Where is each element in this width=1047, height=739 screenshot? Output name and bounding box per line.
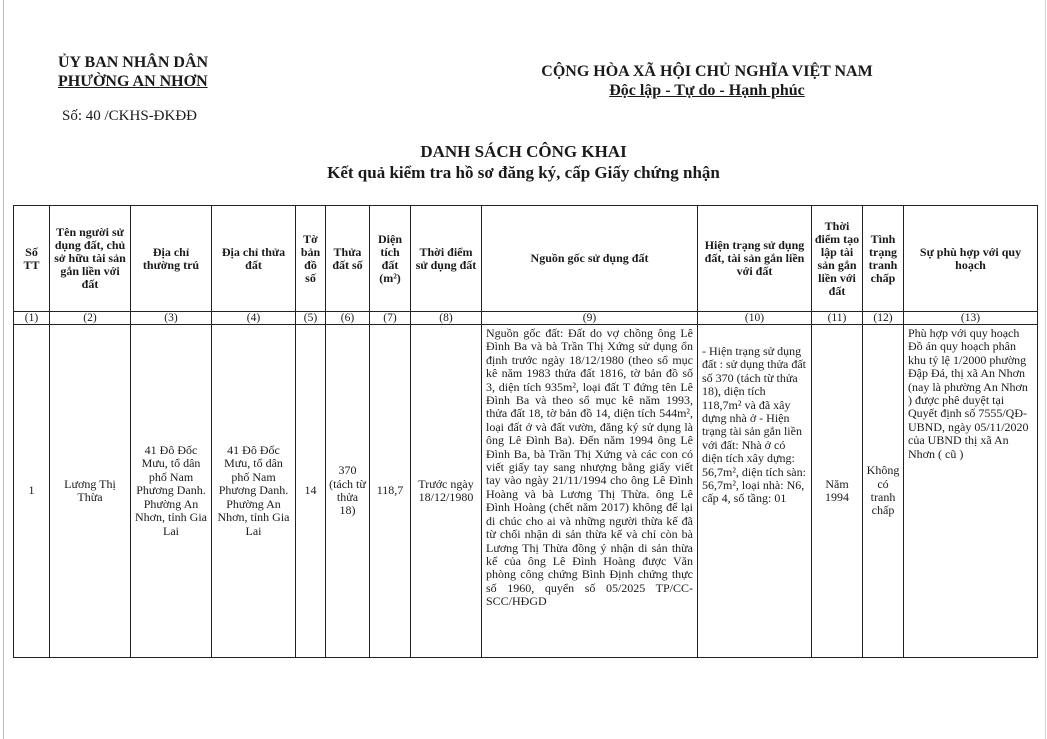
cell-area: 118,7 (370, 325, 411, 658)
cell-status: - Hiện trạng sử dụng đất : sử dụng thửa đất số 370 (tách từ thửa 18), diện tích 118,7m² và đã xây dựng nhà ở - Hiện trạng tài sản gắn liền với đất: Nhà ở có diện tích xây dựng: 56,7m², diện tích sàn: 56,7m², loại nhà: N6, cấp 4, số tầng: 01 (698, 325, 812, 658)
col-header-residence: Địa chỉ thường trú (131, 206, 212, 312)
col-header-origin: Nguồn gốc sử dụng đất (482, 206, 698, 312)
col-header-name: Tên người sử dụng đất, chủ sở hữu tài sản gắn liền với đất (50, 206, 131, 312)
agency-name-line1: ỦY BAN NHÂN DÂN (58, 54, 209, 71)
page-left-edge (3, 0, 4, 739)
col-header-map-sheet: Tờ bản đồ số (296, 206, 326, 312)
col-header-dispute: Tình trạng tranh chấp (863, 206, 904, 312)
col-header-area: Diện tích đất (m²) (370, 206, 411, 312)
col-number: (1) (14, 312, 50, 325)
cell-planning: Phù hợp với quy hoạch Đồ án quy hoạch phân khu tỷ lệ 1/2000 phường Đập Đá, thị xã An Nhơn (nay là phường An Nhơn ) được phê duyệt tại Quyết định số 7555/QĐ-UBND, ngày 05/11/2020 của UBND thị xã An Nhơn ( cũ ) (904, 325, 1038, 658)
cell-dispute: Không có tranh chấp (863, 325, 904, 658)
cell-residence: 41 Đô Đốc Mưu, tổ dân phố Nam Phương Danh. Phường An Nhơn, tỉnh Gia Lai (131, 325, 212, 658)
col-header-parcel-address: Địa chỉ thửa đất (212, 206, 296, 312)
col-header-status: Hiện trạng sử dụng đất, tài sản gắn liền với đất (698, 206, 812, 312)
document-subtitle: Kết quả kiểm tra hồ sơ đăng ký, cấp Giấy chứng nhận (327, 163, 720, 182)
page-right-edge (1045, 0, 1046, 739)
agency-header (58, 53, 208, 91)
col-number: (7) (370, 312, 411, 325)
document-title-block (0, 141, 1047, 183)
table-row (14, 325, 1038, 658)
col-number: (2) (50, 312, 131, 325)
table-header-row (14, 206, 1038, 312)
cell-origin: Nguồn gốc đất: Đất do vợ chồng ông Lê Đình Ba và bà Trần Thị Xứng sử dụng ổn định trước ngày 18/12/1980 (theo sổ mục kê năm 1983 thửa đất 1816, tờ bản đồ số 3, diện tích 935m², loại đất T đứng tên Lê Đình Ba và theo sổ mục kê năm 1993, thửa đất 18, tờ bản đồ 14, diện tích 544m², loại đất ở và đất vườn, đăng ký sử dụng là ông Lê Đình Ba). Đến năm 1994 ông Lê Đình Ba, bà Trần Thị Xứng và các con có viết giấy tay sang nhượng bằng giấy viết tay vào ngày 21/11/1994 cho ông Lê Đình Hoàng và bà Lương Thị Thừa. ông Lê Đình Hoàng (chết năm 2017) không để lại di chúc cho ai và những người thừa kế đã từ chối nhận di sản thừa kế và chỉ còn bà Lương Thị Thừa đồng ý nhận di sản thừa kế của ông Lê Đình Hoàng được Văn phòng công chứng Bình Định chứng thực số 1960, quyển số 05/2025 TP/CC-SCC/HĐGD (482, 325, 698, 658)
col-header-stt: Số TT (14, 206, 50, 312)
national-motto: Độc lập - Tự do - Hạnh phúc (609, 82, 805, 99)
document-title: DANH SÁCH CÔNG KHAI (420, 142, 627, 161)
col-header-planning: Sự phù hợp với quy hoạch (904, 206, 1038, 312)
cell-use-time: Trước ngày 18/12/1980 (411, 325, 482, 658)
document-number: Số: 40 /CKHS-ĐKĐĐ (62, 108, 198, 124)
col-number: (13) (904, 312, 1038, 325)
col-number: (4) (212, 312, 296, 325)
national-header (522, 62, 892, 100)
col-header-use-time: Thời điểm sử dụng đất (411, 206, 482, 312)
col-number: (11) (812, 312, 863, 325)
col-number: (5) (296, 312, 326, 325)
cell-name: Lương Thị Thừa (50, 325, 131, 658)
col-number: (10) (698, 312, 812, 325)
results-table (13, 205, 1038, 658)
cell-parcel-address: 41 Đô Đốc Mưu, tổ dân phố Nam Phương Danh. Phường An Nhơn, tỉnh Gia Lai (212, 325, 296, 658)
cell-asset-time: Năm 1994 (812, 325, 863, 658)
national-title: CỘNG HÒA XÃ HỘI CHỦ NGHĨA VIỆT NAM (541, 63, 873, 80)
agency-name-line2: PHƯỜNG AN NHƠN (58, 73, 208, 90)
cell-parcel-no: 370 (tách từ thửa 18) (326, 325, 370, 658)
col-number: (9) (482, 312, 698, 325)
col-number: (8) (411, 312, 482, 325)
cell-map-sheet: 14 (296, 325, 326, 658)
col-number: (12) (863, 312, 904, 325)
col-header-asset-time: Thời điểm tạo lập tài sản gắn liền với đất (812, 206, 863, 312)
column-number-row (14, 312, 1038, 325)
col-number: (6) (326, 312, 370, 325)
col-header-parcel-no: Thửa đất số (326, 206, 370, 312)
col-number: (3) (131, 312, 212, 325)
cell-stt: 1 (14, 325, 50, 658)
